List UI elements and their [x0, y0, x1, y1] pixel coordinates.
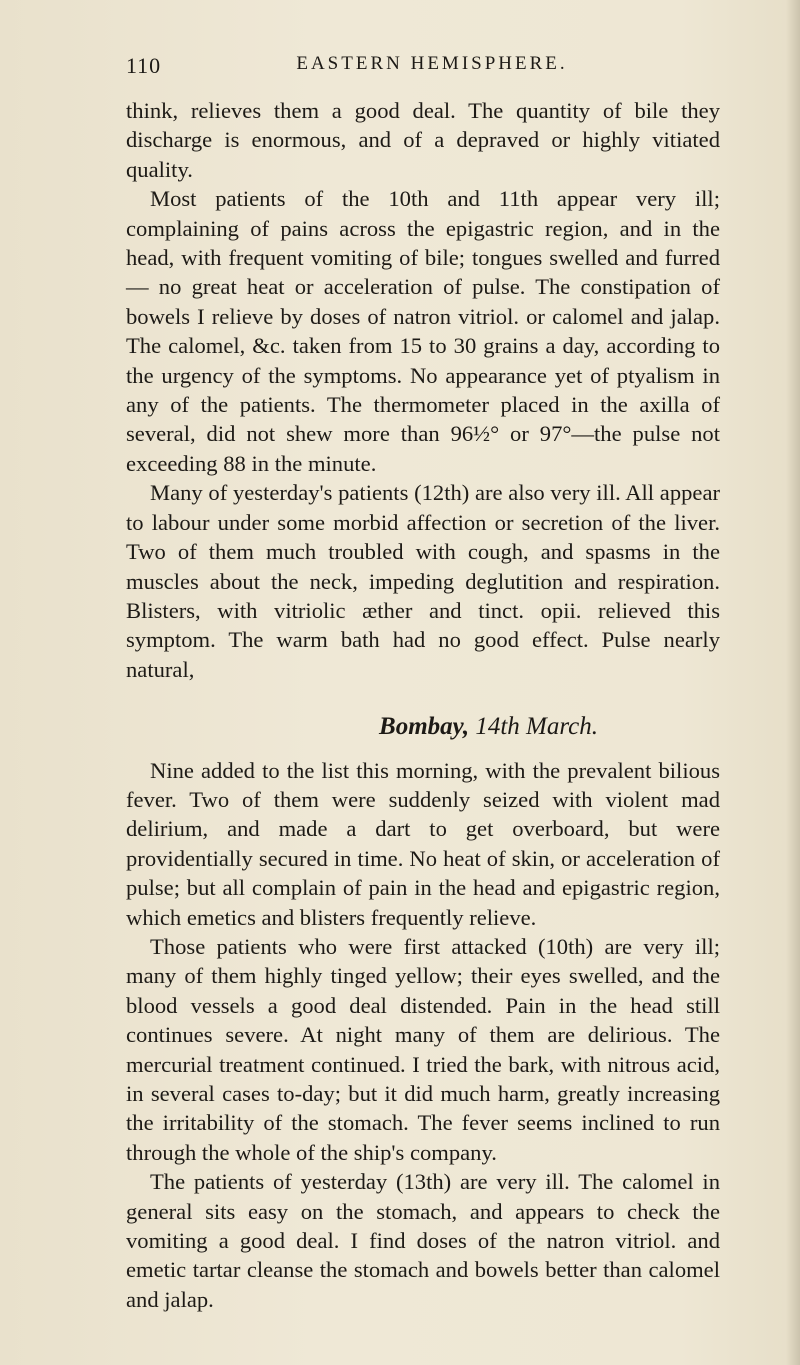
paragraph-continuation: think, relieves them a good deal. The quantity of bile they discharge is enormous, and of a depraved or highly vitiated quality. — [126, 98, 720, 182]
paragraph-13th: The patients of yesterday (13th) are very ill. The calomel in general sits easy on the stomach, and appears to check the vomiting a good deal. I find doses of the natron vitriol. and emetic tartar cleanse the stomach and bowels better than calomel and jalap. — [126, 1169, 720, 1312]
body-text — [126, 96, 720, 1314]
page-edge-shadow — [786, 0, 800, 1365]
paragraph-nine-added: Nine added to the list this morning, with the prevalent bilious fever. Two of them were suddenly seized with violent mad delirium, and made a dart to get overboard, but were providentially secured in time. No heat of skin, or acceleration of pulse; but all complain of pain in the head and epigastric region, which emetics and blisters frequently relieve. — [126, 757, 720, 930]
dateline-place: Bombay, — [379, 713, 470, 741]
paragraph-12th: Many of yesterday's patients (12th) are also very ill. All appear to labour under some morbid affection or secretion of the liver. Two of them much troubled with cough, and spasms in the muscles about the neck, impeding deglutition and respiration. Blisters, with vitriolic æther and tinct. opii. relieved this symptom. The warm bath had no good effect. Pulse nearly natural, — [126, 480, 720, 682]
running-head: EASTERN HEMISPHERE. — [296, 53, 568, 74]
paragraph-first-attacked: Those patients who were first attacked (10th) are very ill; many of them highly tinged yellow; their eyes swelled, and the blood vessels a good deal distended. Pain in the head still continues severe. At night many of them are delirious. The mercurial treatment continued. I tried the bark, with nitrous acid, in several cases to-day; but it did much harm, greatly increasing the irritability of the stomach. The fever seems inclined to run through the whole of the ship's company. — [126, 933, 720, 1165]
paragraph-10th-11th: Most patients of the 10th and 11th appear very ill; complaining of pains across the epigastric region, and in the head, with frequent vomiting of bile; tongues swelled and furred— no great heat or acceleration of pulse. The constipation of bowels I relieve by doses of natron vitriol. or calomel and jalap. The calomel, &c. taken from 15 to 30 grains a day, according to the urgency of the symptoms. No appearance yet of ptyalism in any of the patients. The thermometer placed in the axilla of several, did not shew more than 96½° or 97°—the pulse not exceeding 88 in the minute. — [126, 186, 720, 476]
page-header — [126, 53, 726, 83]
dateline — [126, 712, 720, 741]
dateline-date: 14th March. — [475, 713, 598, 741]
page-number: 110 — [126, 53, 162, 78]
